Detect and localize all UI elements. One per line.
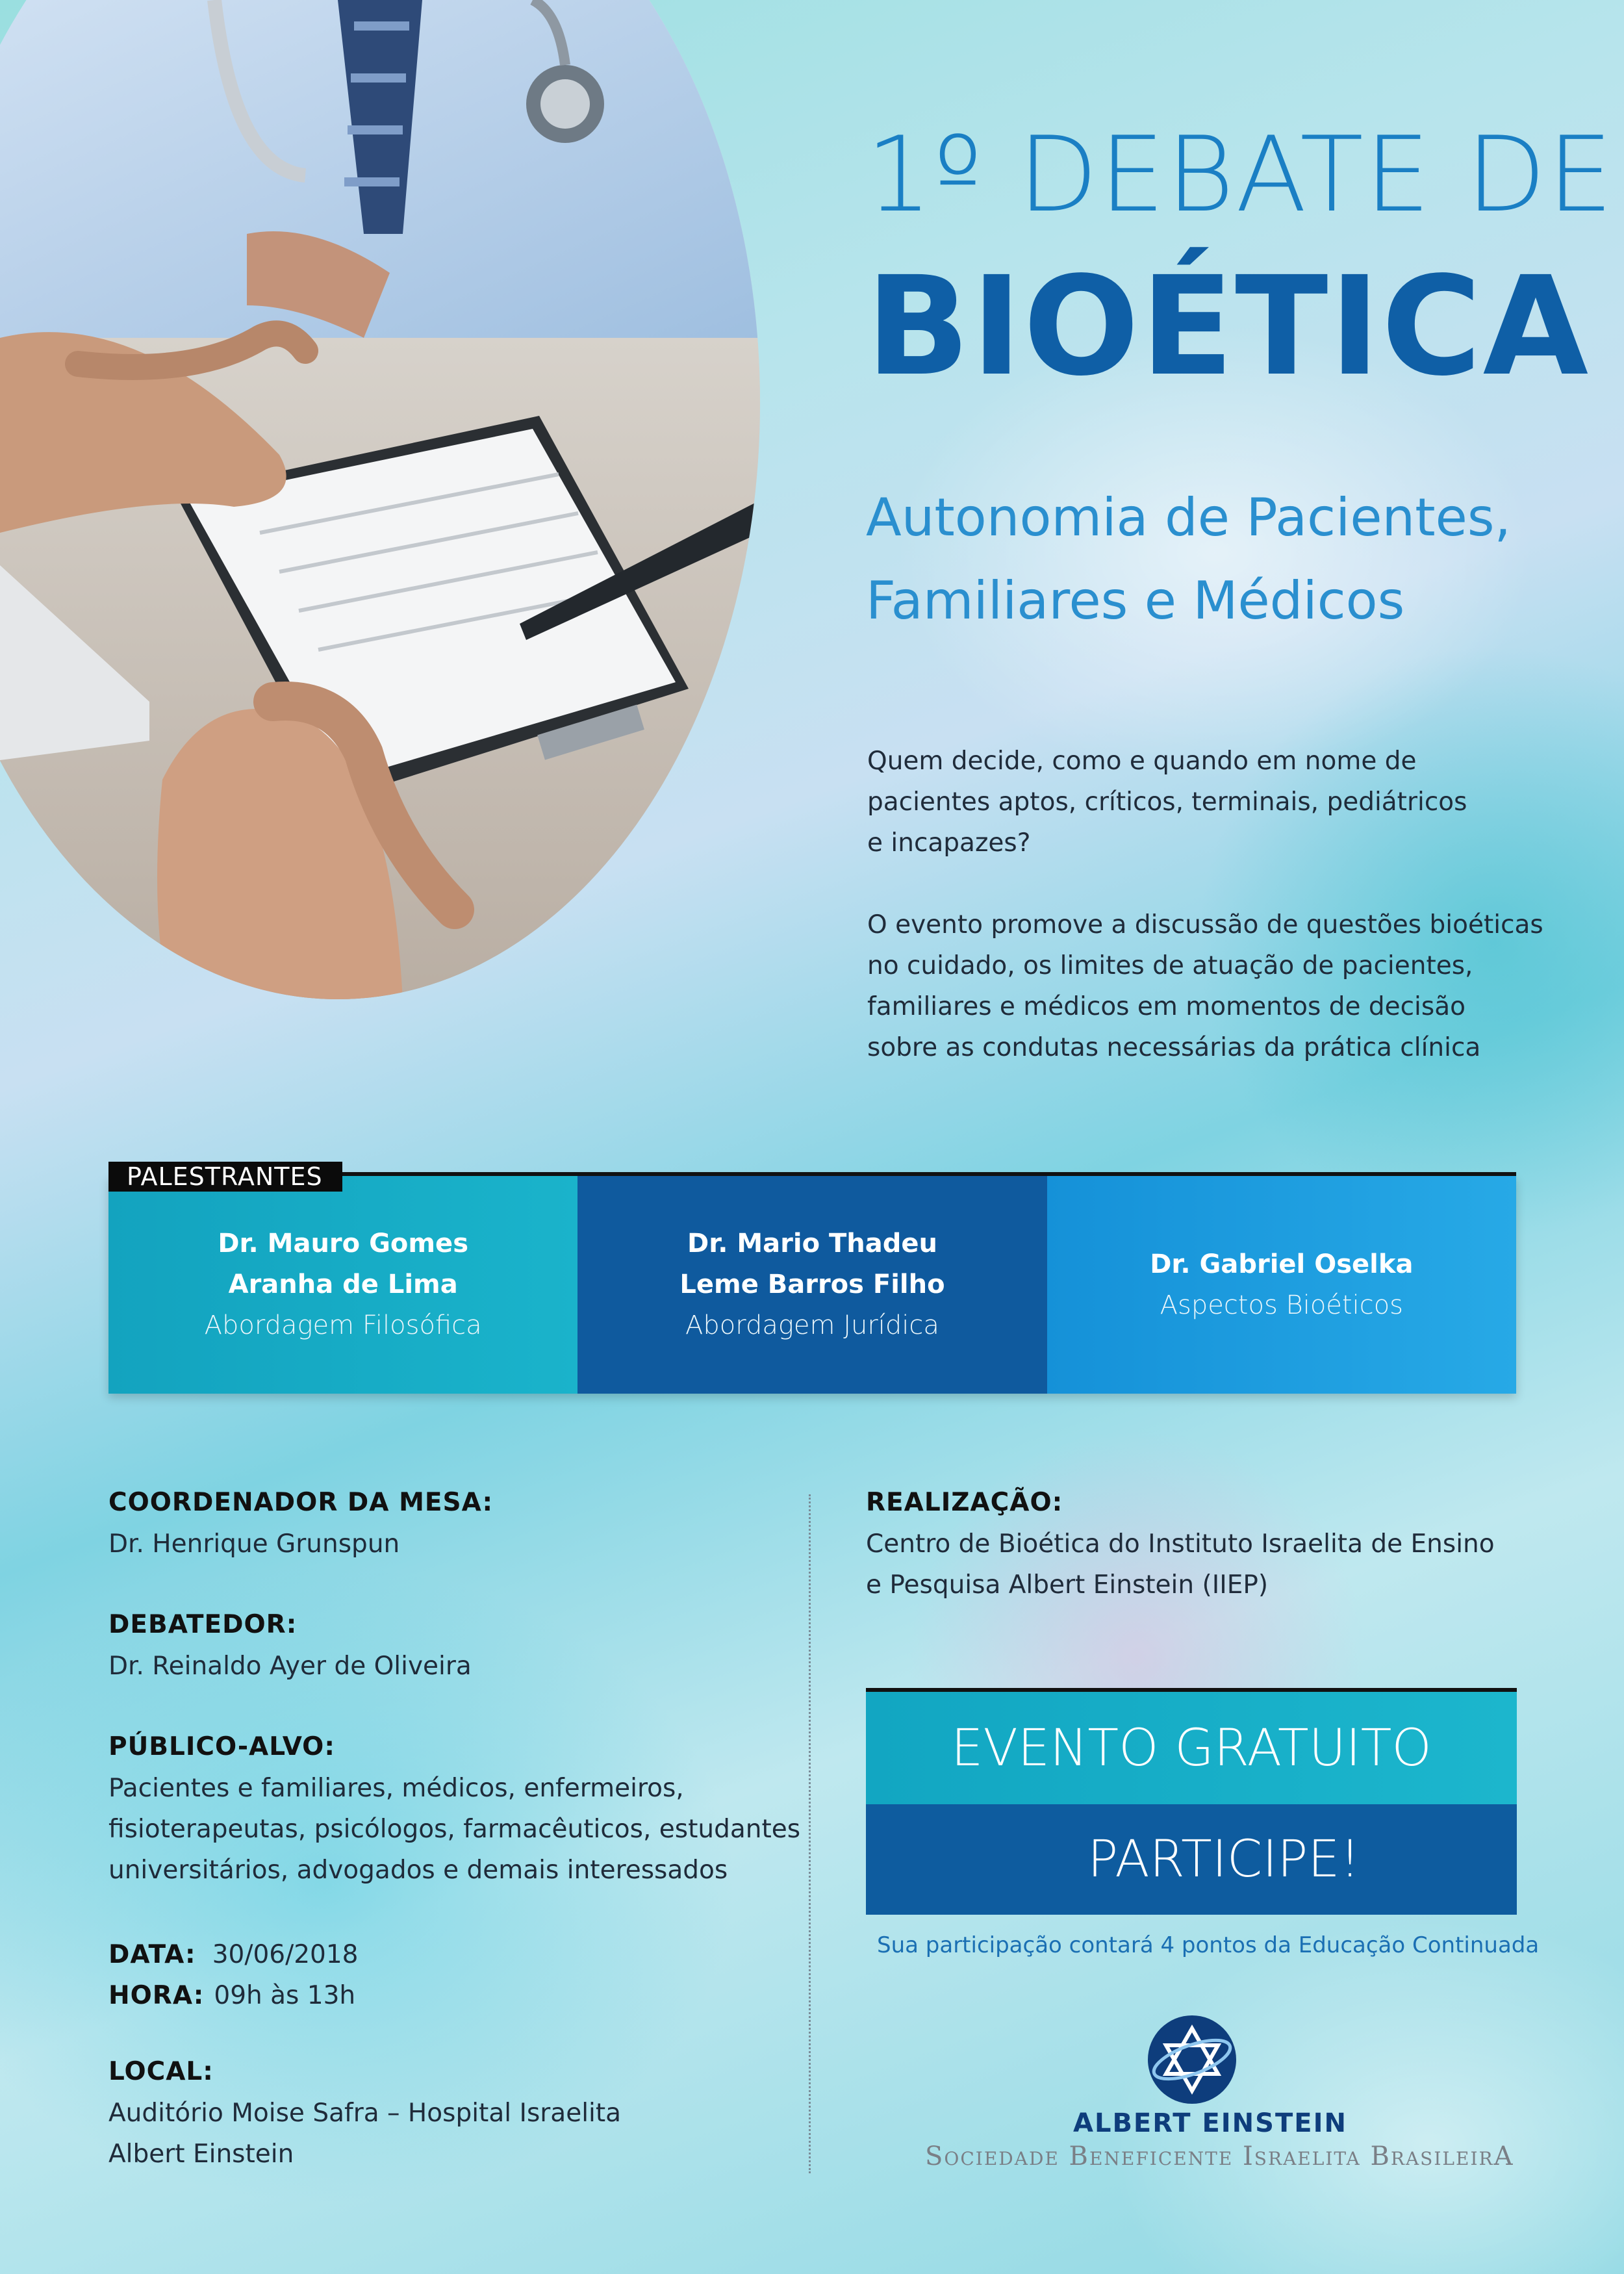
time-label: HORA: (108, 1981, 205, 2010)
education-credits-note: Sua participação contará 4 pontos da Educação Continuada (877, 1932, 1540, 1958)
title-line-1: 1º DEBATE DE (866, 114, 1615, 235)
intro-line: e incapazes? (867, 828, 1031, 858)
intro-line: Quem decide, como e quando em nome de (867, 747, 1417, 776)
audience-value (108, 1768, 800, 1891)
speaker-topic: Abordagem Jurídica (685, 1310, 939, 1340)
location-line: Albert Einstein (108, 2140, 294, 2169)
speaker-card-3 (1047, 1176, 1516, 1394)
speakers-label: PALESTRANTES (108, 1162, 342, 1192)
speaker-topic: Aspectos Bioéticos (1160, 1290, 1404, 1320)
audience-line: fisioterapeutas, psicólogos, farmacêuticos, estudantes (108, 1815, 801, 1844)
free-event-banner: EVENTO GRATUITO (866, 1692, 1517, 1804)
intro-line: O evento promove a discussão de questões bioéticas (867, 910, 1543, 939)
audience-label: PÚBLICO-ALVO: (108, 1732, 335, 1761)
date-row (108, 1934, 359, 1975)
intro-question (867, 741, 1467, 863)
speaker-name: Leme Barros Filho (679, 1270, 945, 1299)
location-line: Auditório Moise Safra – Hospital Israelita (108, 2099, 622, 2128)
location-value (108, 2093, 621, 2175)
intro-line: no cuidado, os limites de atuação de pacientes, (867, 951, 1473, 980)
column-divider (809, 1494, 811, 2173)
audience-line: universitários, advogados e demais interessados (108, 1856, 728, 1885)
speaker-card-1 (108, 1176, 577, 1394)
speaker-name: Aranha de Lima (228, 1270, 458, 1299)
title-line-2: BIOÉTICA (866, 247, 1590, 406)
location-label: LOCAL: (108, 2057, 214, 2086)
participate-button[interactable]: PARTICIPE! (866, 1804, 1517, 1915)
time-value: 09h às 13h (214, 1981, 356, 2010)
intro-line: sobre as condutas necessárias da prática clínica (867, 1033, 1481, 1062)
date-label: DATA: (108, 1940, 196, 1969)
speaker-topic: Abordagem Filosófica (204, 1310, 482, 1340)
organization-subtitle: Sociedade Beneficente Israelita BrasileirA (925, 2141, 1514, 2171)
coordinator-label: COORDENADOR DA MESA: (108, 1488, 494, 1517)
speakers-band (108, 1176, 1516, 1394)
speaker-name: Dr. Mauro Gomes (218, 1229, 468, 1258)
organization-name: ALBERT EINSTEIN (1073, 2108, 1347, 2138)
debater-label: DEBATEDOR: (108, 1610, 298, 1639)
organizer-line: Centro de Bioética do Instituto Israelita de Ensino (866, 1529, 1495, 1559)
intro-line: familiares e médicos em momentos de decisão (867, 992, 1465, 1021)
hero-photo (0, 0, 760, 1001)
organizer-line: e Pesquisa Albert Einstein (IIEP) (866, 1570, 1269, 1600)
date-value: 30/06/2018 (212, 1940, 359, 1969)
organizer-value (866, 1524, 1495, 1605)
coordinator-value: Dr. Henrique Grunspun (108, 1529, 400, 1559)
time-row (108, 1975, 355, 2016)
speaker-name: Dr. Mario Thadeu (687, 1229, 937, 1258)
debater-value: Dr. Reinaldo Ayer de Oliveira (108, 1652, 472, 1681)
intro-line: pacientes aptos, críticos, terminais, pediátricos (867, 787, 1467, 817)
subtitle-line-1: Autonomia de Pacientes, (866, 487, 1511, 548)
star-of-david-orbit-icon (1147, 2014, 1237, 2108)
speaker-card-2 (577, 1176, 1047, 1394)
organizer-label: REALIZAÇÃO: (866, 1488, 1063, 1517)
subtitle-line-2: Familiares e Médicos (866, 570, 1405, 631)
audience-line: Pacientes e familiares, médicos, enfermeiros, (108, 1774, 684, 1803)
intro-description (867, 904, 1543, 1068)
speaker-name: Dr. Gabriel Oselka (1150, 1249, 1414, 1279)
